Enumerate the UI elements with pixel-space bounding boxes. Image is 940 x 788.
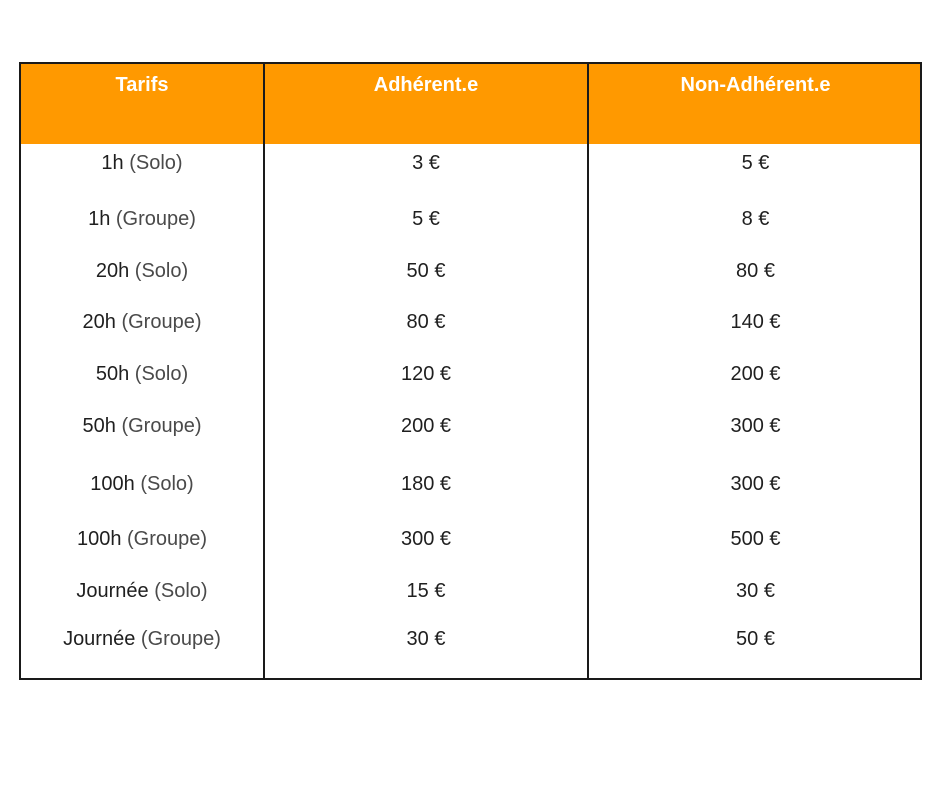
table-row-label	[21, 579, 263, 603]
table-row-label	[21, 259, 263, 283]
duration-label: 100h	[76, 528, 122, 550]
duration-label: Journée	[76, 580, 149, 602]
mode-label: (Solo)	[134, 363, 189, 385]
mode-label: (Groupe)	[121, 415, 202, 437]
mode-label: (Groupe)	[121, 311, 202, 333]
non-member-price: 5 €	[741, 152, 770, 174]
duration-label: 1h	[101, 152, 124, 174]
member-price: 120 €	[400, 363, 452, 385]
non-member-price: 30 €	[736, 580, 775, 602]
table-row-label	[21, 207, 263, 231]
duration-label: 50h	[82, 415, 116, 437]
member-price: 200 €	[400, 415, 452, 437]
header-tarifs: Tarifs	[115, 74, 169, 96]
duration-label: Journée	[63, 628, 136, 650]
table-row-label	[21, 472, 263, 496]
member-price: 3 €	[412, 152, 440, 174]
member-price: 80 €	[406, 311, 446, 333]
duration-label: 20h	[82, 311, 116, 333]
table-row-label	[21, 527, 263, 551]
member-price: 180 €	[400, 473, 452, 495]
member-price: 300 €	[400, 528, 452, 550]
mode-label: (Solo)	[140, 473, 194, 495]
duration-label: 20h	[95, 260, 130, 282]
mode-label: (Groupe)	[115, 208, 196, 230]
member-price: 15 €	[406, 580, 446, 602]
table-row-label	[21, 414, 263, 438]
table-row-label	[21, 362, 263, 386]
member-price: 30 €	[406, 628, 446, 650]
table-row-label	[21, 310, 263, 334]
member-price: 5 €	[412, 208, 440, 230]
duration-label: 100h	[90, 473, 135, 495]
member-price: 50 €	[406, 260, 446, 282]
header-adherent: Adhérent.e	[373, 74, 479, 96]
mode-label: (Solo)	[129, 152, 183, 174]
non-member-price: 500 €	[730, 528, 781, 550]
non-member-price: 200 €	[730, 363, 781, 385]
duration-label: 1h	[88, 208, 111, 230]
header-non-adherent: Non-Adhérent.e	[680, 74, 831, 96]
non-member-price: 8 €	[741, 208, 770, 230]
non-member-price: 50 €	[736, 628, 775, 650]
non-member-price: 80 €	[736, 260, 775, 282]
non-member-price: 300 €	[730, 473, 781, 495]
non-member-price: 300 €	[730, 415, 781, 437]
table-row-label	[21, 151, 263, 175]
mode-label: (Solo)	[154, 580, 208, 602]
pricing-table	[19, 62, 922, 680]
non-member-price: 140 €	[730, 311, 781, 333]
duration-label: 50h	[95, 363, 130, 385]
mode-label: (Groupe)	[140, 628, 221, 650]
mode-label: (Solo)	[134, 260, 189, 282]
table-row-label	[21, 627, 263, 651]
mode-label: (Groupe)	[127, 528, 208, 550]
